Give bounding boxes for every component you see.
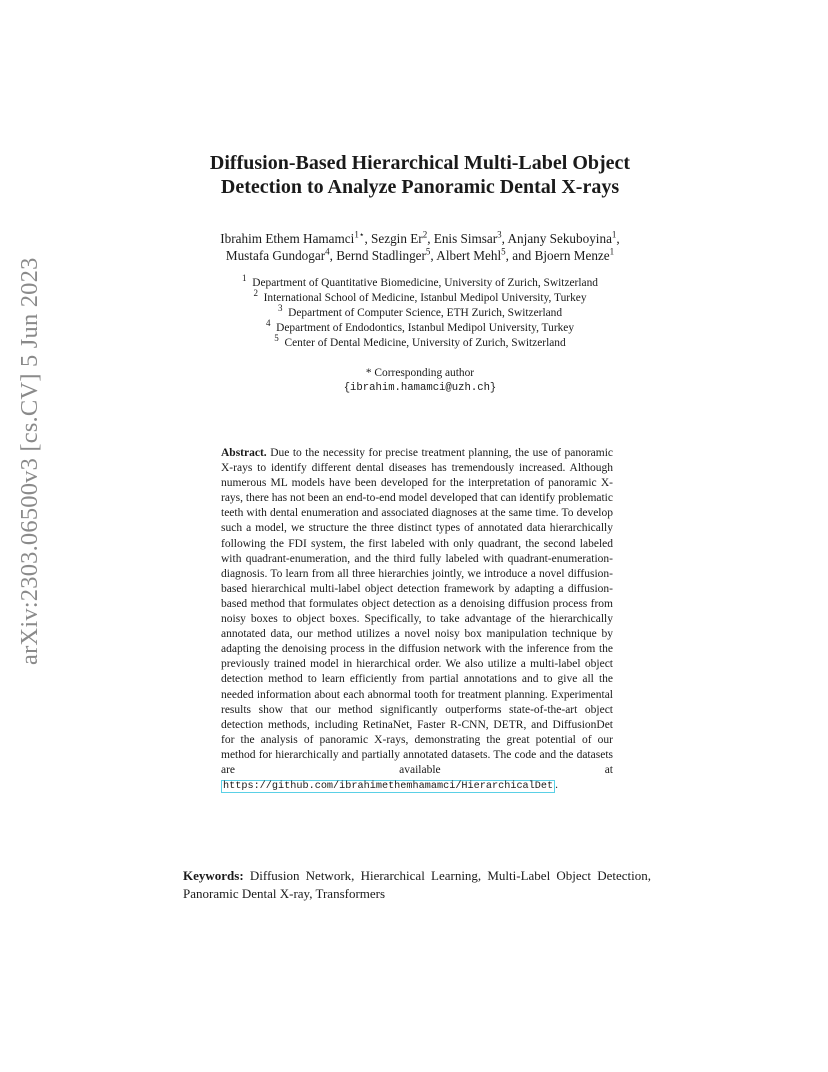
author-affil-mark: 1⋆ [354, 229, 365, 240]
keywords [183, 867, 651, 903]
affiliation-item [120, 303, 720, 321]
title-line-1: Diffusion-Based Hierarchical Multi-Label Object [209, 152, 631, 174]
title-line-2: Detection to Analyze Panoramic Dental X-rays [220, 176, 620, 198]
author-name: Anjany Sekuboyina [507, 231, 612, 246]
author-separator: , [616, 231, 620, 246]
author-separator: , and [505, 248, 535, 263]
affiliation-number: 1 [242, 273, 247, 284]
author-affil-mark: 5 [425, 246, 431, 257]
affiliation-number: 5 [274, 333, 279, 344]
affiliation-number: 2 [253, 288, 258, 299]
author-name: Albert Mehl [436, 248, 502, 263]
author-separator: , [329, 248, 337, 263]
author-affil-mark: 5 [501, 246, 506, 257]
affiliation-text: International School of Medicine, Istanbul Medipol University, Turkey [263, 292, 587, 304]
author-name: Bjoern Menze [534, 248, 610, 263]
abstract [221, 446, 613, 794]
author-separator: , [364, 231, 372, 246]
affiliation-item [120, 333, 720, 351]
author-affil-mark: 2 [422, 229, 428, 240]
abstract-body: Due to the necessity for precise treatment planning, the use of panoramic X-rays to identify different dental diseases has tremendously increased. Although numerous ML models have been developed for the interpretation of panoramic X-rays, there has not been an end-to-end model developed that can identify problematic teeth with dental enumeration and associated diagnoses at the same time. To develop such a model, we structure the three distinct types of annotated data hierarchically following the FDI system, the first labeled with only quadrant, the second labeled with quadrant-enumeration, and the third fully labeled with quadrant-enumeration-diagnosis. To learn from all three hierarchies jointly, we introduce a novel diffusion-based hierarchical multi-label object detection framework by adapting a diffusion-based method that formulates object detection as a denoising diffusion process from noisy boxes to object boxes. Specifically, to take advantage of the hierarchically annotated data, our method utilizes a novel noisy box manipulation technique by adapting the denoising process in the diffusion network with the inference from the previously trained model in hierarchical order. We also utilize a multi-label object detection method to learn efficiently from partial annotations and to give all the needed information about each abnormal tooth for treatment planning. Experimental results show that our method significantly outperforms state-of-the-art object detection methods, including RetinaNet, Faster R-CNN, DETR, and DiffusionDet for the analysis of panoramic X-rays, demonstrating the great potential of our method for hierarchically and partially annotated datasets. The code and the datasets are available at [221, 447, 614, 776]
author-separator: , [501, 231, 508, 246]
author-name: Mustafa Gundogar [225, 248, 326, 263]
author-name: Ibrahim Ethem Hamamci [220, 231, 355, 246]
author-name: Sezgin Er [371, 231, 423, 246]
keywords-body: Diffusion Network, Hierarchical Learning, Multi-Label Object Detection, Panoramic Dental X-ray, Transformers [183, 868, 652, 901]
author-affil-mark: 3 [497, 229, 502, 240]
keywords-heading: Keywords: [183, 868, 244, 883]
code-repository-link[interactable]: https://github.com/ibrahimethemhamamci/HierarchicalDet [223, 781, 554, 793]
affiliation-text: Center of Dental Medicine, University of Zurich, Switzerland [284, 337, 566, 349]
affiliation-text: Department of Endodontics, Istanbul Medipol University, Turkey [276, 322, 575, 334]
affiliation-text: Department of Quantitative Biomedicine, University of Zurich, Switzerland [252, 277, 598, 289]
author-line-1 [120, 230, 720, 247]
author-affil-mark: 1 [609, 246, 615, 257]
author-affil-mark: 1 [611, 229, 617, 240]
author-line-2 [120, 247, 720, 264]
corresponding-label: * Corresponding author [365, 367, 475, 379]
corresponding-email: {ibrahim.hamamci@uzh.ch} [343, 382, 497, 394]
affiliation-number: 4 [265, 318, 271, 329]
author-name: Enis Simsar [433, 231, 498, 246]
affiliation-item [120, 288, 720, 306]
affiliation-number: 3 [277, 303, 283, 314]
abstract-heading: Abstract. [221, 447, 267, 459]
affiliation-text: Department of Computer Science, ETH Zurich, Switzerland [288, 307, 563, 319]
author-name: Bernd Stadlinger [336, 248, 426, 263]
affiliation-item [120, 318, 720, 336]
author-separator: , [430, 248, 437, 263]
affiliation-item [120, 273, 720, 291]
abstract-end: . [555, 779, 559, 792]
affiliation-list [120, 273, 720, 351]
corresponding-author [120, 366, 720, 396]
arxiv-identifier: arXiv:2303.06500v3 [cs.CV] 5 Jun 2023 [16, 257, 43, 665]
author-list [120, 230, 720, 264]
paper-title [120, 151, 720, 199]
author-separator: , [427, 231, 434, 246]
author-affil-mark: 4 [325, 246, 330, 257]
